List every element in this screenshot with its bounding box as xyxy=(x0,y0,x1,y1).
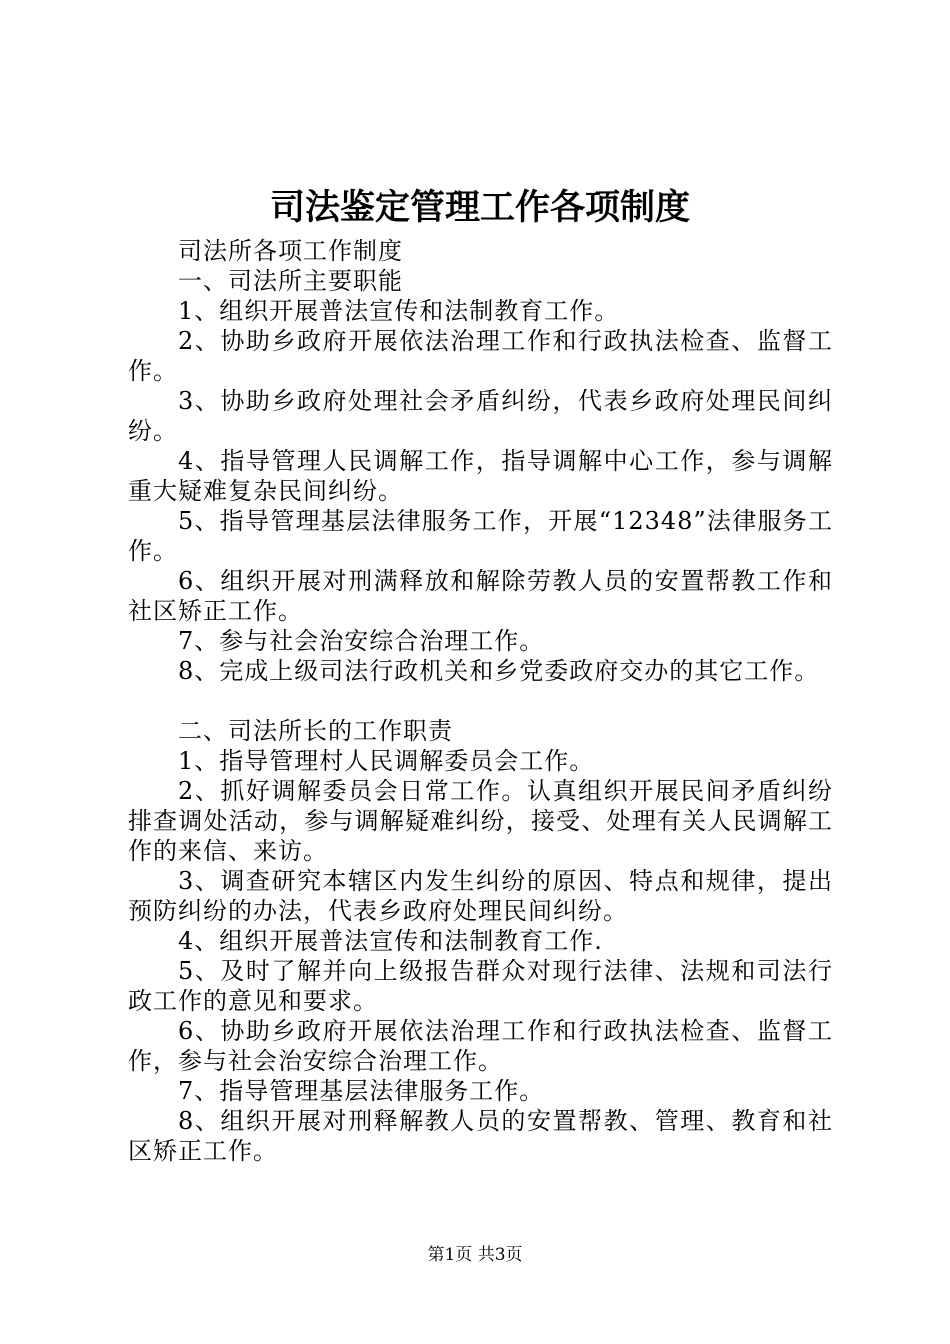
list-item: 2、协助乡政府开展依法治理工作和行政执法检查、监督工作。 xyxy=(128,327,833,385)
blank-line xyxy=(128,686,833,716)
list-item: 2、抓好调解委员会日常工作。认真组织开展民间矛盾纠纷排查调处活动，参与调解疑难纠纷，接受、处理有关人民调解工作的来信、来访。 xyxy=(128,777,833,865)
list-item: 3、协助乡政府处理社会矛盾纠纷，代表乡政府处理民间纠纷。 xyxy=(128,387,833,445)
list-item: 3、调查研究本辖区内发生纠纷的原因、特点和规律，提出预防纠纷的办法，代表乡政府处理民间纠纷。 xyxy=(128,867,833,925)
list-item: 7、参与社会治安综合治理工作。 xyxy=(178,627,545,655)
paragraph: 司法所各项工作制度 xyxy=(178,237,403,265)
section-heading: 二、司法所长的工作职责 xyxy=(178,717,453,745)
list-item: 8、组织开展对刑释解教人员的安置帮教、管理、教育和社区矫正工作。 xyxy=(128,1107,833,1165)
list-item: 5、及时了解并向上级报告群众对现行法律、法规和司法行政工作的意见和要求。 xyxy=(128,957,833,1015)
list-item: 4、指导管理人民调解工作，指导调解中心工作，参与调解重大疑难复杂民间纠纷。 xyxy=(128,447,833,505)
list-item: 1、指导管理村人民调解委员会工作。 xyxy=(178,747,595,775)
list-item: 8、完成上级司法行政机关和乡党委政府交办的其它工作。 xyxy=(178,657,820,685)
list-item: 1、组织开展普法宣传和法制教育工作。 xyxy=(178,297,620,325)
list-item: 7、指导管理基层法律服务工作。 xyxy=(178,1077,545,1105)
document-title: 司法鉴定管理工作各项制度 xyxy=(269,187,690,228)
list-item: 6、组织开展对刑满释放和解除劳教人员的安置帮教工作和社区矫正工作。 xyxy=(128,567,833,625)
list-item: 5、指导管理基层法律服务工作，开展“12348”法律服务工作。 xyxy=(128,507,833,565)
page-number-footer: 第1页 共3页 xyxy=(427,1245,523,1265)
document-body xyxy=(128,236,833,1166)
list-item: 4、组织开展普法宣传和法制教育工作. xyxy=(178,927,603,955)
section-heading: 一、司法所主要职能 xyxy=(178,267,403,295)
list-item: 6、协助乡政府开展依法治理工作和行政执法检查、监督工作，参与社会治安综合治理工作。 xyxy=(128,1017,833,1075)
